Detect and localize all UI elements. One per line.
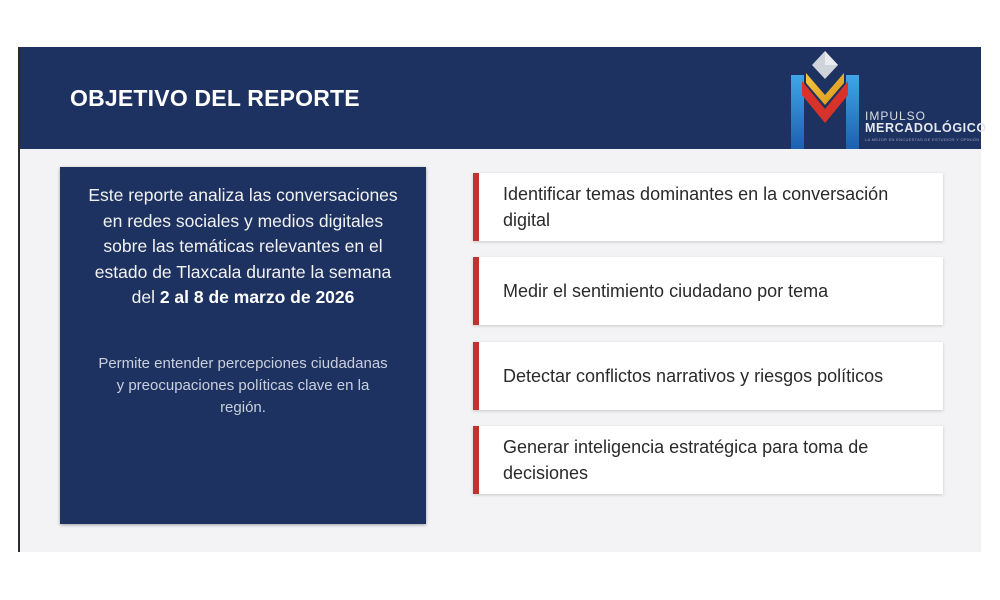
intro-paragraph (88, 183, 398, 311)
logo-word-impulso: IMPULSO (865, 109, 927, 123)
intro-date-range: 2 al 8 de marzo de 2026 (159, 287, 355, 307)
page-title: OBJETIVO DEL REPORTE (70, 85, 360, 111)
slide (18, 47, 987, 552)
objective-text: Generar inteligencia estratégica para toma de decisiones (503, 437, 869, 483)
logo-m-icon (788, 51, 862, 149)
objective-text: Detectar conflictos narrativos y riesgos políticos (503, 366, 884, 386)
logo-word-mercadologico: MERCADOLÓGICO (865, 121, 987, 135)
objective-card (473, 342, 943, 410)
objective-text: Medir el sentimiento ciudadano por tema (503, 281, 829, 301)
objective-card (473, 426, 943, 494)
summary-note: Permite entender percepciones ciudadanas y preocupaciones políticas clave en la región. (98, 354, 388, 416)
objective-card (473, 257, 943, 325)
objective-card (473, 173, 943, 241)
objective-text: Identificar temas dominantes en la conversación digital (503, 184, 889, 230)
intro-text: Este reporte analiza las conversaciones en redes sociales y medios digitales sobre las temáticas relevantes en el estado de Tlaxcala durante la semana del (88, 185, 398, 307)
summary-panel (60, 167, 426, 524)
company-logo (788, 51, 987, 149)
header-bar (20, 47, 987, 149)
logo-tagline: LA MEJOR EN ENCUESTAS DE ESTUDIOS Y OPINIÓN (865, 137, 980, 142)
